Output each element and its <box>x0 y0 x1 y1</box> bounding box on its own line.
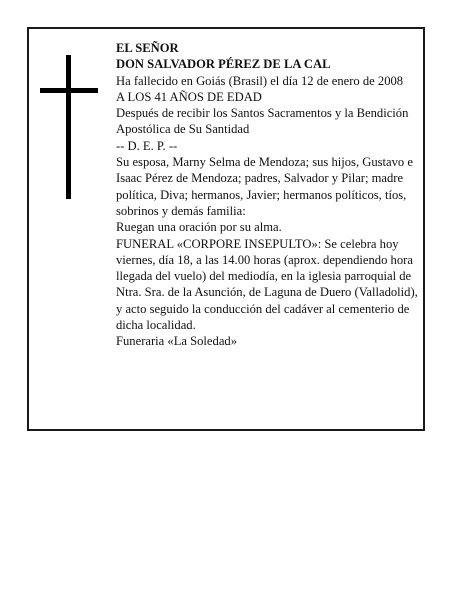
prayer-line: Ruegan una oración por su alma. <box>116 220 282 235</box>
title-line-1: EL SEÑOR <box>116 41 179 55</box>
funeral-home: Funeraria «La Soledad» <box>116 334 237 349</box>
death-announcement: Ha fallecido en Goiás (Brasil) el día 12 de enero de 2008 <box>116 73 404 88</box>
deceased-name: DON SALVADOR PÉREZ DE LA CAL <box>116 57 331 72</box>
family-line: Su esposa, Marny Selma de Mendoza; sus hijos, Gustavo e Isaac Pérez de Mendoza; padres, Salvador y Pilar; madre política, Diva; hermanos, Javier; hermanos políticos, tíos, sobrinos y demás familia: <box>116 155 413 218</box>
cross-icon <box>40 55 98 199</box>
rip-line: -- D. E. P. -- <box>116 138 178 153</box>
notice-text-block <box>116 40 424 350</box>
funeral-details: FUNERAL «CORPORE INSEPULTO»: Se celebra hoy viernes, día 18, a las 14.00 horas (aprox. dependiendo hora llegada del vuelo) del mediodía, en la iglesia parroquial de Ntra. Sra. de la Asunción, de Laguna de Duero (Valladolid), y acto seguido la conducción del cadáver al cementerio de dicha localidad. <box>116 236 418 333</box>
age-line: A LOS 41 AÑOS DE EDAD <box>116 89 262 104</box>
sacraments-line: Después de recibir los Santos Sacramentos y la Bendición Apostólica de Su Santidad <box>116 106 409 137</box>
obituary-notice <box>27 27 425 431</box>
cross-horizontal-bar <box>40 88 98 93</box>
cross-vertical-bar <box>66 55 71 199</box>
